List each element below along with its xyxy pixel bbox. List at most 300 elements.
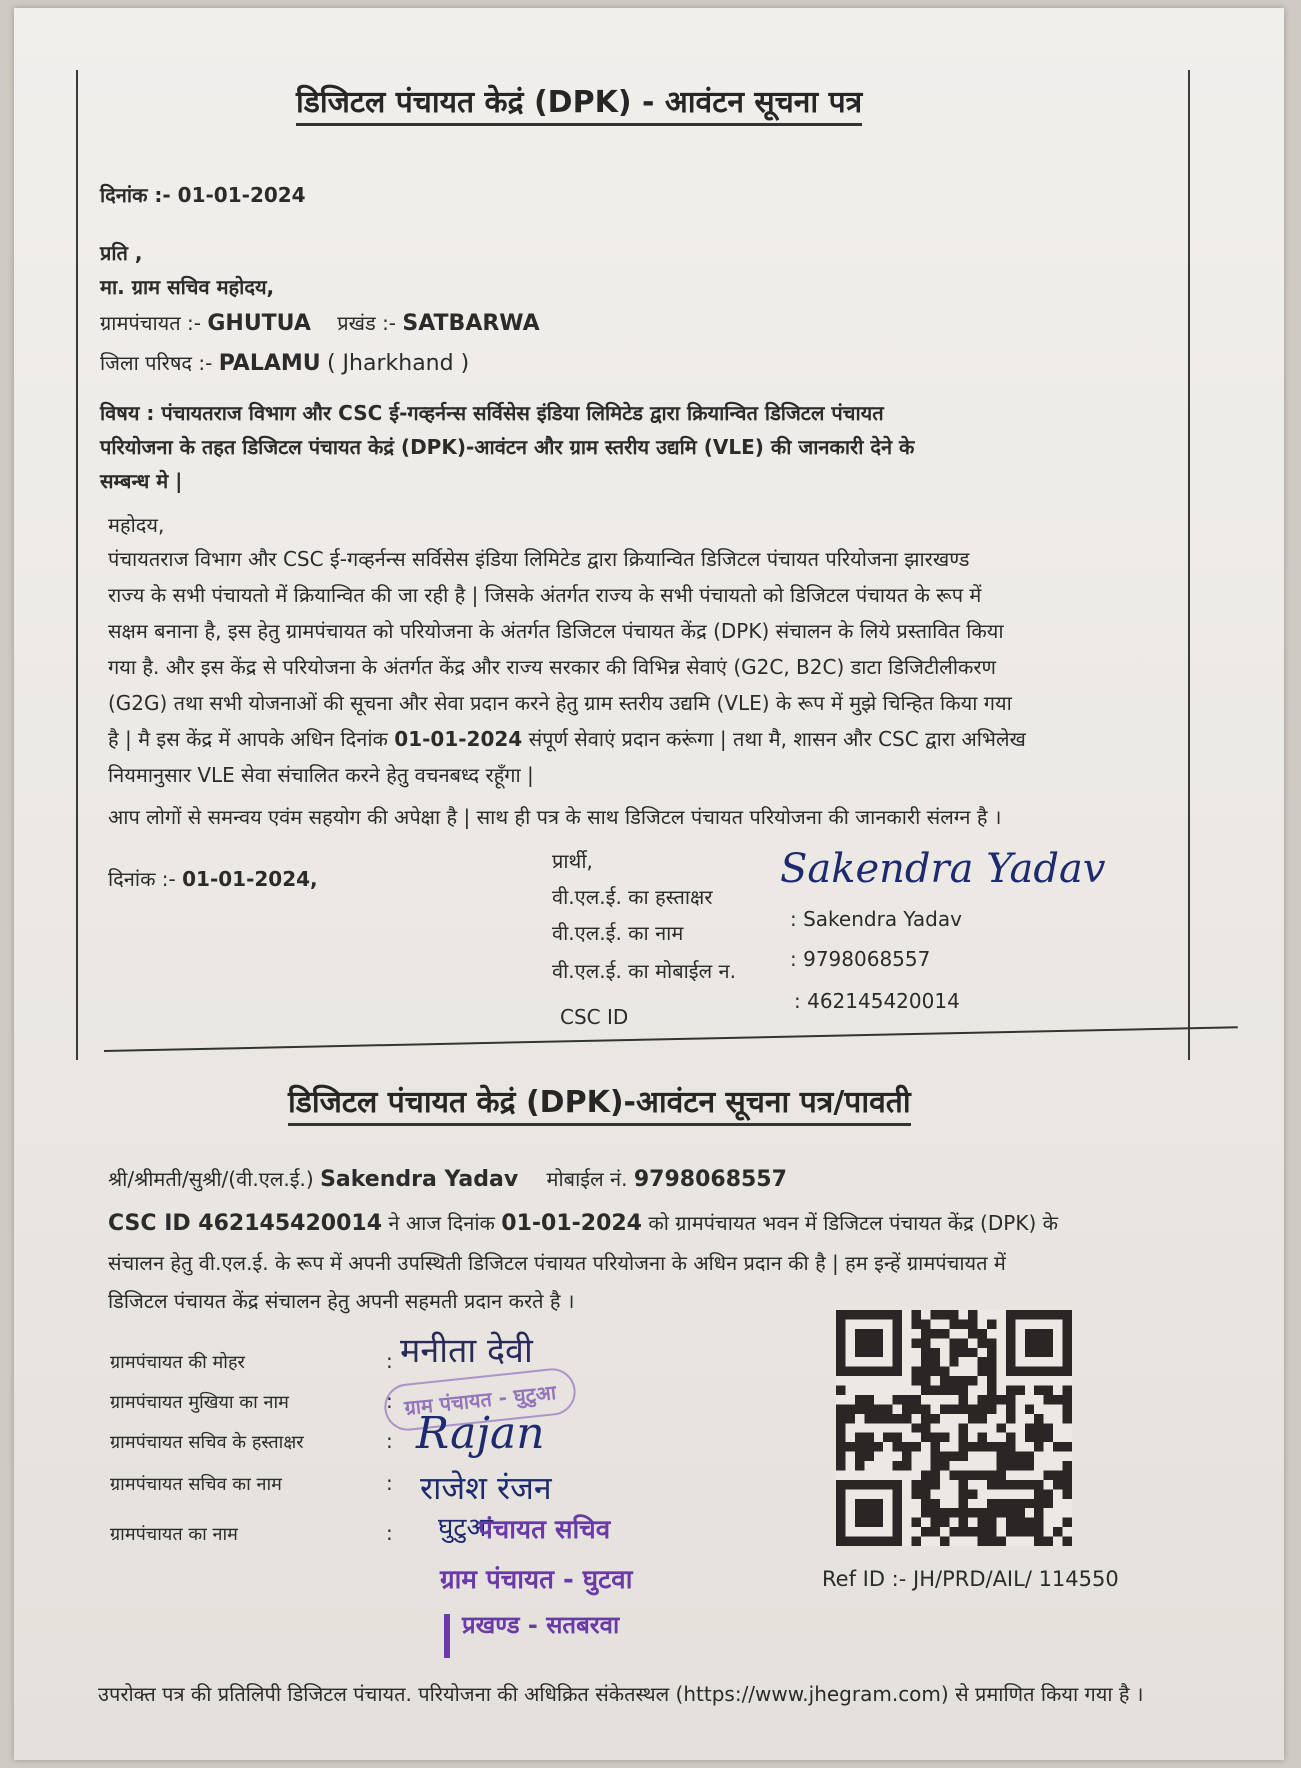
prarthi: प्रार्थी, (552, 849, 593, 873)
qr-module (864, 1414, 873, 1423)
qr-module (855, 1452, 864, 1461)
qr-module (949, 1508, 958, 1517)
qr-module (968, 1527, 977, 1536)
qr-module (959, 1404, 968, 1413)
qr-module (921, 1386, 930, 1395)
qr-module (987, 1319, 996, 1328)
qr-module (883, 1433, 892, 1442)
qr-module (978, 1404, 987, 1413)
qr-module (1034, 1423, 1043, 1432)
body-line: पंचायतराज विभाग और CSC ई-गव्हर्नन्स सर्विसेस इंडिया लिमिटेड द्वारा क्रियान्वित डिजिटल पंचायत परियोजना झारखण्ड (108, 547, 970, 571)
qr-module (1053, 1470, 1062, 1479)
qr-module (1053, 1527, 1062, 1536)
gram-label: ग्रामपंचायत :- (100, 311, 208, 335)
csc-label: CSC ID (560, 1005, 629, 1029)
ack-line1 (108, 1166, 787, 1193)
qr-module (1034, 1386, 1043, 1395)
footer-note: उपरोक्त पत्र की प्रतिलिपी डिजिटल पंचायत. परियोजना की अधिक्रित संकेतस्थल (https://www.jhegram.com) से प्रमाणित किया गया है । (98, 1682, 1144, 1706)
date2-label: दिनांक :- (108, 867, 183, 891)
qr-module (978, 1414, 987, 1423)
qr-module (893, 1442, 902, 1451)
vle-sign-label: वी.एल.ई. का हस्ताक्षर (552, 885, 713, 909)
qr-module (987, 1367, 996, 1376)
field-colon: : (386, 1521, 393, 1545)
qr-module (930, 1386, 939, 1395)
qr-module (1006, 1404, 1015, 1413)
qr-module (987, 1338, 996, 1347)
qr-module (921, 1489, 930, 1498)
qr-module (930, 1480, 939, 1489)
ack-line2-post: को ग्रामपंचायत भवन में डिजिटल पंचायत केंद्र (DPK) के (642, 1211, 1058, 1235)
qr-module (855, 1442, 864, 1451)
date2-line (108, 866, 318, 892)
qr-module (978, 1508, 987, 1517)
zila-value: PALAMU (218, 351, 321, 376)
qr-module (959, 1338, 968, 1347)
qr-module (959, 1489, 968, 1498)
ack-mobile: 9798068557 (633, 1167, 787, 1192)
qr-module (968, 1414, 977, 1423)
qr-module (949, 1376, 958, 1385)
qr-module (959, 1376, 968, 1385)
qr-module (1025, 1433, 1034, 1442)
ack-date: 01-01-2024 (501, 1211, 642, 1236)
qr-module (845, 1414, 854, 1423)
qr-module (968, 1310, 977, 1319)
qr-module (864, 1404, 873, 1413)
salutation: महोदय, (108, 513, 165, 537)
qr-module (912, 1367, 921, 1376)
qr-module (940, 1461, 949, 1470)
qr-module (902, 1442, 911, 1451)
qr-module (959, 1442, 968, 1451)
qr-module (968, 1329, 977, 1338)
qr-module (1034, 1527, 1043, 1536)
body-line6-pre: है | मै इस केंद्र में आपके अधिन दिनांक (108, 727, 395, 751)
body-line6-post: संपूर्ण सेवाएं प्रदान करूंगा | तथा मै, शासन और CSC द्वारा अभिलेख (522, 727, 1026, 751)
qr-module (987, 1518, 996, 1527)
qr-module (1053, 1480, 1062, 1489)
qr-module (1063, 1414, 1072, 1423)
zila-state: ( Jharkhand ) (326, 351, 470, 376)
handwritten-mukhiya-name: मनीता देवी (400, 1331, 533, 1371)
qr-module (949, 1452, 958, 1461)
qr-module (893, 1395, 902, 1404)
gram-line (100, 310, 540, 337)
qr-module (996, 1423, 1005, 1432)
qr-module (1006, 1386, 1015, 1395)
qr-module (1063, 1470, 1072, 1479)
field-label-secretary-sign: ग्रामपंचायत सचिव के हस्ताक्षर (110, 1432, 304, 1453)
qr-module (912, 1404, 921, 1413)
qr-module (968, 1319, 977, 1328)
qr-module (978, 1367, 987, 1376)
qr-module (912, 1423, 921, 1432)
round-stamp: ग्राम पंचायत - घुटुआ (382, 1366, 578, 1433)
qr-module (902, 1404, 911, 1413)
vle-mobile-label: वी.एल.ई. का मोबाईल न. (552, 959, 737, 983)
qr-module (864, 1452, 873, 1461)
ack-line2-mid: ने आज दिनांक (382, 1211, 502, 1235)
ack-line3: संचालन हेतु वी.एल.ई. के रूप में अपनी उपस्थिती डिजिटल पंचायत परियोजना के अधिन प्रदान की है | हम इन्हें ग्रामपंचायत में (108, 1251, 1006, 1275)
qr-module (949, 1386, 958, 1395)
field-label-panchayat: ग्रामपंचायत का नाम (110, 1524, 238, 1545)
qr-module (902, 1452, 911, 1461)
qr-module (978, 1518, 987, 1527)
qr-module (930, 1518, 939, 1527)
qr-module (1044, 1423, 1053, 1432)
date2-value: 01-01-2024, (182, 867, 318, 891)
qr-module (996, 1480, 1005, 1489)
qr-module (921, 1508, 930, 1517)
qr-module (959, 1348, 968, 1357)
secretary-stamp-line: प्रखण्ड - सतबरवा (462, 1611, 620, 1639)
qr-module (940, 1452, 949, 1461)
qr-module (1006, 1527, 1015, 1536)
qr-module (987, 1499, 996, 1508)
qr-module (1034, 1480, 1043, 1489)
qr-module (902, 1414, 911, 1423)
field-label-secretary-name: ग्रामपंचायत सचिव का नाम (110, 1474, 282, 1495)
qr-module (874, 1404, 883, 1413)
qr-module (978, 1395, 987, 1404)
qr-module (959, 1433, 968, 1442)
qr-module (978, 1433, 987, 1442)
qr-code-image (836, 1310, 1072, 1546)
qr-module (883, 1404, 892, 1413)
qr-module (921, 1329, 930, 1338)
qr-module (930, 1329, 939, 1338)
ref-id: Ref ID :- JH/PRD/AIL/ 114550 (822, 1567, 1119, 1591)
qr-module (930, 1442, 939, 1451)
qr-module (940, 1376, 949, 1385)
qr-module (921, 1338, 930, 1347)
qr-module (874, 1414, 883, 1423)
qr-module (959, 1508, 968, 1517)
qr-module (912, 1395, 921, 1404)
qr-module (836, 1386, 845, 1395)
qr-module (996, 1461, 1005, 1470)
qr-module (921, 1404, 930, 1413)
body-line6-date: 01-01-2024 (394, 727, 523, 751)
qr-module (855, 1433, 864, 1442)
qr-module (1025, 1499, 1034, 1508)
qr-module (1044, 1470, 1053, 1479)
qr-module (949, 1310, 958, 1319)
qr-module (836, 1452, 845, 1461)
qr-module (836, 1461, 845, 1470)
qr-module (959, 1527, 968, 1536)
qr-module (921, 1357, 930, 1366)
qr-module (987, 1470, 996, 1479)
qr-module (864, 1433, 873, 1442)
qr-module (855, 1404, 864, 1413)
qr-module (1015, 1499, 1024, 1508)
qr-module (1034, 1508, 1043, 1517)
qr-module (1006, 1518, 1015, 1527)
qr-module (968, 1404, 977, 1413)
qr-module (987, 1537, 996, 1546)
qr-module (959, 1423, 968, 1432)
qr-module (1053, 1395, 1062, 1404)
qr-module (978, 1338, 987, 1347)
qr-module (959, 1470, 968, 1479)
qr-module (921, 1470, 930, 1479)
qr-module (845, 1442, 854, 1451)
qr-module (883, 1414, 892, 1423)
qr-module (1006, 1480, 1015, 1489)
qr-module (921, 1480, 930, 1489)
field-label-stamp: ग्रामपंचायत की मोहर (110, 1352, 245, 1373)
qr-module (978, 1470, 987, 1479)
qr-module (1034, 1433, 1043, 1442)
qr-module (893, 1433, 902, 1442)
qr-module (987, 1376, 996, 1385)
qr-module (968, 1442, 977, 1451)
qr-module (959, 1452, 968, 1461)
qr-module (987, 1508, 996, 1517)
qr-module (978, 1527, 987, 1536)
qr-module (1025, 1480, 1034, 1489)
qr-module (1015, 1480, 1024, 1489)
qr-module (921, 1423, 930, 1432)
qr-module (949, 1470, 958, 1479)
qr-module (912, 1310, 921, 1319)
secretary-stamp-line: ग्राम पंचायत - घुटवा (440, 1565, 633, 1595)
field-colon: : (386, 1349, 393, 1373)
qr-module (1044, 1499, 1053, 1508)
body-line-date (108, 726, 1026, 752)
qr-module (1034, 1442, 1043, 1451)
qr-module (930, 1527, 939, 1536)
body-line: गया है. और इस केंद्र से परियोजना के अंतर्गत केंद्र और राज्य सरकार की विभिन्न सेवाएं (G2C, B2C) डाटा डिजिटीलीकरण (108, 655, 997, 679)
qr-module (930, 1461, 939, 1470)
qr-module (836, 1414, 845, 1423)
subject-line: विषय : पंचायतराज विभाग और CSC ई-गव्हर्नन्स सर्विसेस इंडिया लिमिटेड द्वारा क्रियान्वित डिजिटल पंचायत (100, 401, 884, 425)
qr-module (845, 1404, 854, 1413)
qr-module (949, 1404, 958, 1413)
date-line (100, 182, 306, 208)
qr-module (940, 1329, 949, 1338)
qr-module (912, 1442, 921, 1451)
qr-module (996, 1537, 1005, 1546)
qr-module (1063, 1386, 1072, 1395)
qr-module (921, 1376, 930, 1385)
qr-module (959, 1395, 968, 1404)
qr-module (1015, 1452, 1024, 1461)
qr-module (836, 1442, 845, 1451)
closing-line: आप लोगों से समन्वय एवंम सहयोग की अपेक्षा है | साथ ही पत्र के साथ डिजिटल पंचायत परियोजना की जानकारी संलग्न है । (108, 805, 1002, 829)
qr-module (930, 1452, 939, 1461)
field-colon: : (386, 1389, 393, 1413)
qr-module (1006, 1414, 1015, 1423)
qr-module (921, 1527, 930, 1536)
qr-module (930, 1348, 939, 1357)
qr-module (949, 1319, 958, 1328)
qr-module (1034, 1414, 1043, 1423)
qr-module (921, 1414, 930, 1423)
ack-mobile-label: मोबाईल नं. (546, 1167, 634, 1191)
qr-module (968, 1489, 977, 1498)
qr-module (959, 1319, 968, 1328)
qr-module (996, 1470, 1005, 1479)
handwritten-secretary-name: राजेश रंजन (420, 1469, 552, 1507)
qr-module (1025, 1527, 1034, 1536)
qr-module (874, 1442, 883, 1451)
ack-line4: डिजिटल पंचायत केंद्र संचालन हेतु अपनी सहमती प्रदान करते है । (108, 1289, 575, 1313)
qr-module (996, 1442, 1005, 1451)
qr-module (987, 1386, 996, 1395)
stamp-bracket (444, 1614, 450, 1658)
qr-module (921, 1367, 930, 1376)
qr-module (912, 1338, 921, 1347)
qr-module (912, 1376, 921, 1385)
qr-module (864, 1395, 873, 1404)
qr-module (1063, 1537, 1072, 1546)
qr-module (940, 1508, 949, 1517)
qr-module (930, 1499, 939, 1508)
qr-module (1044, 1537, 1053, 1546)
qr-module (959, 1499, 968, 1508)
qr-module (855, 1395, 864, 1404)
qr-module (921, 1433, 930, 1442)
qr-module (836, 1433, 845, 1442)
subject-line: सम्बन्ध मे | (100, 469, 183, 493)
qr-module (893, 1461, 902, 1470)
qr-module (968, 1470, 977, 1479)
qr-module (1063, 1442, 1072, 1451)
qr-module (987, 1404, 996, 1413)
qr-module (912, 1480, 921, 1489)
zila-label: जिला परिषद :- (100, 351, 219, 375)
qr-module (949, 1338, 958, 1347)
qr-module (996, 1395, 1005, 1404)
qr-module (1063, 1461, 1072, 1470)
csc-value: : 462145420014 (794, 989, 960, 1013)
qr-module (930, 1367, 939, 1376)
qr-module (1063, 1395, 1072, 1404)
qr-module (987, 1442, 996, 1451)
qr-module (912, 1518, 921, 1527)
field-label-mukhiya: ग्रामपंचायत मुखिया का नाम (110, 1392, 289, 1413)
qr-module (978, 1537, 987, 1546)
qr-module (1044, 1395, 1053, 1404)
qr-module (996, 1452, 1005, 1461)
qr-module (940, 1404, 949, 1413)
qr-module (921, 1348, 930, 1357)
acknowledgement-title: डिजिटल पंचायत केद्रं (DPK)-आवंटन सूचना पत्र/पावती (288, 1080, 911, 1126)
qr-module (1015, 1461, 1024, 1470)
qr-module (949, 1357, 958, 1366)
qr-module (930, 1508, 939, 1517)
qr-module (1025, 1423, 1034, 1432)
qr-module (1006, 1433, 1015, 1442)
qr-module (940, 1433, 949, 1442)
body-line: नियमानुसार VLE सेवा संचालित करने हेतु वचनबध्द रहूँगा | (108, 763, 534, 787)
qr-module (1006, 1395, 1015, 1404)
qr-module (987, 1395, 996, 1404)
ack-vle-name: Sakendra Yadav (320, 1167, 519, 1192)
ack-line2 (108, 1210, 1058, 1237)
qr-module (1044, 1386, 1053, 1395)
qr-module (930, 1357, 939, 1366)
qr-module (1006, 1442, 1015, 1451)
qr-module (959, 1480, 968, 1489)
qr-module (940, 1386, 949, 1395)
qr-module (912, 1489, 921, 1498)
ack-csc: CSC ID 462145420014 (108, 1211, 383, 1236)
qr-module (1063, 1489, 1072, 1498)
qr-module (1063, 1518, 1072, 1527)
field-colon: : (386, 1429, 393, 1453)
qr-module (1053, 1442, 1062, 1451)
prakhand-label: प्रखंड :- (337, 311, 403, 335)
qr-module (959, 1518, 968, 1527)
qr-module (1034, 1489, 1043, 1498)
qr-module (855, 1461, 864, 1470)
qr-module (864, 1442, 873, 1451)
date-value: 01-01-2024 (177, 183, 306, 207)
qr-module (930, 1310, 939, 1319)
ack-line1-pre: श्री/श्रीमती/सुश्री/(वी.एल.ई.) (108, 1167, 321, 1191)
qr-module (921, 1319, 930, 1328)
qr-module (996, 1508, 1005, 1517)
qr-module (987, 1480, 996, 1489)
qr-module (968, 1376, 977, 1385)
gram-value: GHUTUA (207, 311, 311, 336)
qr-module (1034, 1499, 1043, 1508)
vle-signature: Sakendra Yadav (780, 846, 1106, 892)
body-line: (G2G) तथा सभी योजनाओं की सूचना और सेवा प्रदान करने हेतु ग्राम स्तरीय उद्यमि (VLE) के रूप में मुझे चिन्हित किया गया (108, 691, 1012, 715)
qr-module (996, 1499, 1005, 1508)
body-line: सक्षम बनाना है, इस हेतु ग्रामपंचायत को परियोजना के अंतर्गत डिजिटल पंचायत केंद्र (DPK) संचालन के लिये प्रस्तावित किया (108, 619, 1004, 643)
vle-name-value: : Sakendra Yadav (790, 907, 962, 931)
qr-module (836, 1404, 845, 1413)
qr-module (940, 1537, 949, 1546)
letter-title: डिजिटल पंचायत केद्रं (DPK) - आवंटन सूचना पत्र (296, 80, 862, 126)
qr-module (940, 1367, 949, 1376)
vle-mobile-value: : 9798068557 (790, 947, 931, 971)
qr-module (968, 1508, 977, 1517)
qr-module (1015, 1386, 1024, 1395)
qr-module (921, 1499, 930, 1508)
prakhand-value: SATBARWA (402, 311, 540, 336)
qr-module (1015, 1508, 1024, 1517)
secretary-stamp-line: पंचायत सचिव (478, 1515, 611, 1545)
date-label: दिनांक :- (100, 183, 178, 207)
handwritten-panchayat-name: घुटुआ (438, 1513, 494, 1543)
qr-module (1006, 1461, 1015, 1470)
qr-module (1006, 1499, 1015, 1508)
qr-module (1063, 1404, 1072, 1413)
qr-module (1015, 1527, 1024, 1536)
qr-module (1025, 1518, 1034, 1527)
qr-module (1044, 1433, 1053, 1442)
qr-module (912, 1319, 921, 1328)
qr-module (987, 1348, 996, 1357)
qr-module (1034, 1518, 1043, 1527)
qr-module (930, 1414, 939, 1423)
qr-module (1025, 1404, 1034, 1413)
qr-module (959, 1386, 968, 1395)
qr-module (1044, 1489, 1053, 1498)
qr-module (912, 1537, 921, 1546)
prati: प्रति , (100, 241, 143, 265)
qr-module (940, 1310, 949, 1319)
qr-module (1015, 1518, 1024, 1527)
qr-module (930, 1470, 939, 1479)
qr-module (1034, 1537, 1043, 1546)
